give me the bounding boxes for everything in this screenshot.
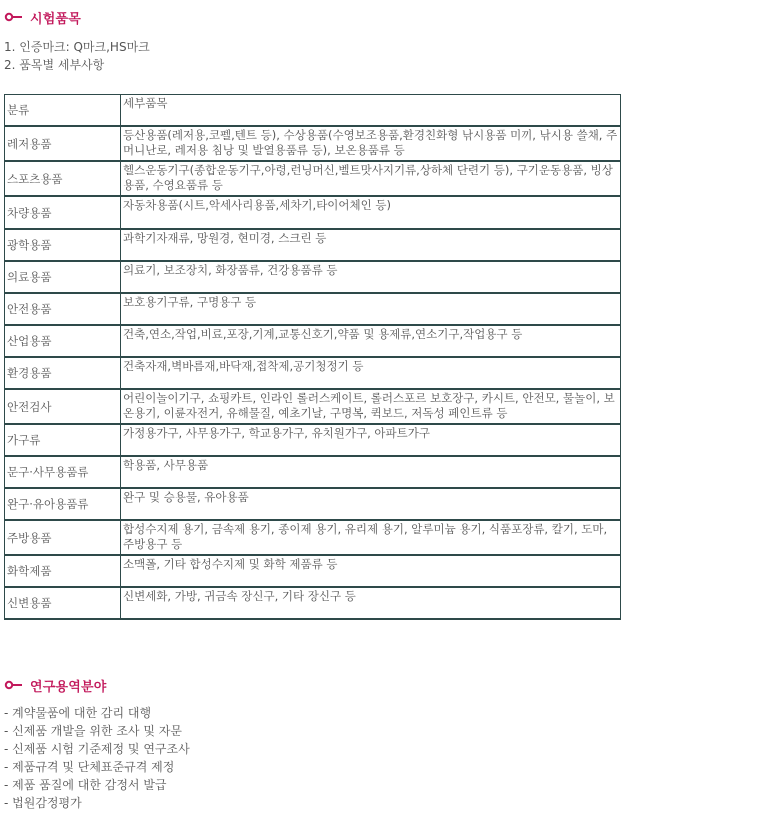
table-row <box>5 488 621 520</box>
row-category: 안전검사 <box>5 389 121 424</box>
list-item: - 제품규격 및 단체표준규격 제정 <box>4 760 175 774</box>
row-category: 스포츠용품 <box>5 161 121 196</box>
row-detail: 등산용품(레저용,코펠,텐트 등), 수상용품(수영보조용품,환경친화형 낚시용품 미끼, 낚시용 쓸채, 주머니난로, 레저용 침낭 및 발열용품류 등), 보온용품류 등 <box>121 126 621 161</box>
row-detail: 의료기, 보조장치, 화장품류, 건강용품류 등 <box>121 261 621 293</box>
intro-text <box>4 38 150 74</box>
table-header-row <box>5 95 621 127</box>
row-category: 레저용품 <box>5 126 121 161</box>
row-detail: 합성수지제 용기, 금속제 용기, 종이제 용기, 유리제 용기, 알루미늄 용기, 식품포장류, 칼기, 도마, 주방용구 등 <box>121 520 621 555</box>
intro-line: 2. 품목별 세부사항 <box>4 58 105 72</box>
row-category: 안전용품 <box>5 293 121 325</box>
row-detail: 가정용가구, 사무용가구, 학교용가구, 유치원가구, 아파트가구 <box>121 424 621 456</box>
table-row <box>5 229 621 261</box>
intro-line: 1. 인증마크: Q마크,HS마크 <box>4 40 150 54</box>
research-list <box>4 704 190 812</box>
row-detail: 헬스운동기구(종합운동기구,아령,런닝머신,벨트맛사지기류,상하체 단련기 등), 구기운동용품, 빙상용품, 수영요품류 등 <box>121 161 621 196</box>
list-item: - 제품 품질에 대한 감정서 발급 <box>4 778 167 792</box>
table-row <box>5 555 621 587</box>
key-bullet-icon <box>4 11 26 23</box>
list-item: - 신제품 시험 기준제정 및 연구조사 <box>4 742 190 756</box>
row-category: 가구류 <box>5 424 121 456</box>
list-item: - 계약물품에 대한 감리 대행 <box>4 706 152 720</box>
row-detail: 과학기자재류, 망원경, 현미경, 스크린 등 <box>121 229 621 261</box>
row-category: 의료용품 <box>5 261 121 293</box>
list-item: - 법원감정평가 <box>4 796 82 810</box>
row-category: 광학용품 <box>5 229 121 261</box>
section-heading-test-items <box>4 8 81 26</box>
section-title: 시험품목 <box>30 11 82 27</box>
header-detail: 세부품목 <box>121 95 621 127</box>
row-category: 화학제품 <box>5 555 121 587</box>
table-row <box>5 126 621 161</box>
table-row <box>5 161 621 196</box>
row-detail: 신변세화, 가방, 귀금속 장신구, 기타 장신구 등 <box>121 587 621 619</box>
table-row <box>5 456 621 488</box>
row-category: 환경용품 <box>5 357 121 389</box>
table-row <box>5 196 621 229</box>
table-row <box>5 424 621 456</box>
row-detail: 학용품, 사무용품 <box>121 456 621 488</box>
row-category: 산업용품 <box>5 325 121 357</box>
table-row <box>5 357 621 389</box>
section-heading-research <box>4 676 107 694</box>
row-detail: 완구 및 승용물, 유아용품 <box>121 488 621 520</box>
list-item: - 신제품 개발을 위한 조사 및 자문 <box>4 724 182 738</box>
row-detail: 보호용기구류, 구명용구 등 <box>121 293 621 325</box>
key-bullet-icon <box>4 679 26 691</box>
table-row <box>5 325 621 357</box>
row-category: 문구·사무용품류 <box>5 456 121 488</box>
table-row <box>5 520 621 555</box>
row-category: 차량용품 <box>5 196 121 229</box>
row-category: 주방용품 <box>5 520 121 555</box>
table-row <box>5 587 621 619</box>
row-detail: 자동차용품(시트,악세사리용품,세차기,타이어체인 등) <box>121 196 621 229</box>
row-detail: 소맥폴, 기타 합성수지제 및 화학 제품류 등 <box>121 555 621 587</box>
row-category: 완구·유아용품류 <box>5 488 121 520</box>
row-detail: 건축자재,벽바름재,바닥재,접착제,공기청정기 등 <box>121 357 621 389</box>
row-detail: 건축,연소,작업,비료,포장,기계,교통신호기,약품 및 용제류,연소기구,작업용구 등 <box>121 325 621 357</box>
row-category: 신변용품 <box>5 587 121 619</box>
test-items-table <box>4 94 621 620</box>
table-row <box>5 293 621 325</box>
section-title: 연구용역분야 <box>30 679 107 695</box>
table-row <box>5 261 621 293</box>
table-row <box>5 389 621 424</box>
row-detail: 어린이놀이기구, 쇼핑카트, 인라인 롤러스케이트, 롤러스포르 보호장구, 카시트, 안전모, 물놀이, 보온용기, 이륜자전거, 유해물질, 예초기날, 구명복, 퀵보드, 저독성 페인트류 등 <box>121 389 621 424</box>
header-category: 분류 <box>5 95 121 127</box>
